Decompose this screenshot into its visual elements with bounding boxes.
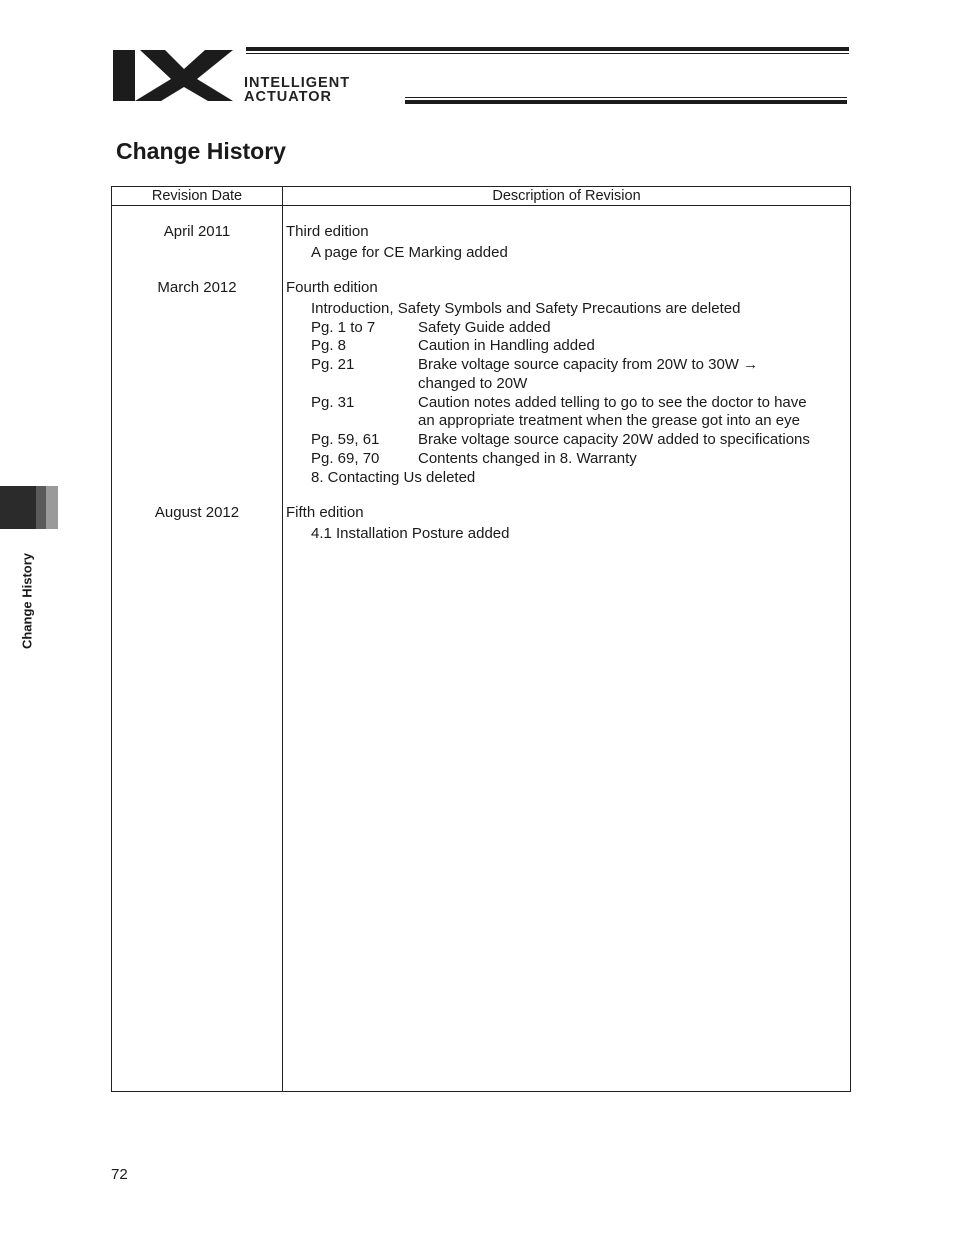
logo-letter-i [113,50,135,101]
revision-note: 4.1 Installation Posture added [311,525,510,542]
change-history-table [111,186,851,1092]
column-header-revision-date: Revision Date [151,188,243,204]
revision-page: Pg. 69, 70 [311,450,380,467]
revision-change: an appropriate treatment when the grease got into an eye [418,412,800,429]
column-divider [282,187,283,1091]
edition-title: Fifth edition [286,504,364,521]
revision-note: Introduction, Safety Symbols and Safety Precautions are deleted [311,300,741,317]
page-title: Change History [116,138,286,164]
logo-text-intelligent: INTELLIGENT [244,75,351,91]
header-rule-top [246,47,849,51]
revision-note: A page for CE Marking added [311,244,508,261]
logo-text-actuator: ACTUATOR [244,89,333,105]
revision-change: Safety Guide added [418,319,551,336]
header-divider [112,205,850,206]
chapter-tab [0,486,58,529]
revision-note: 8. Contacting Us deleted [311,469,476,486]
revision-change: Caution in Handling added [418,337,595,354]
revision-change: Contents changed in 8. Warranty [418,450,637,467]
revision-change: Brake voltage source capacity from 20W to 30W → [418,356,759,373]
logo-letter-x [135,50,233,101]
side-tab-label: Change History [19,552,35,650]
revision-page: Pg. 1 to 7 [311,319,376,336]
revision-page: Pg. 21 [311,356,355,373]
revision-date: August 2012 [154,504,240,521]
edition-title: Third edition [286,223,369,240]
revision-change: Brake voltage source capacity 20W added to specifications [418,431,810,448]
revision-page: Pg. 8 [311,337,347,354]
revision-page: Pg. 31 [311,394,355,411]
edition-title: Fourth edition [286,279,378,296]
revision-date: April 2011 [163,223,231,240]
page-number: 72 [111,1166,128,1183]
revision-change: changed to 20W [418,375,528,392]
ix-logo [113,47,853,107]
revision-date: March 2012 [157,279,237,296]
column-header-description: Description of Revision [492,188,641,204]
header-rule-bottom [405,97,847,98]
revision-change: Caution notes added telling to go to see the doctor to have [418,394,807,411]
revision-page: Pg. 59, 61 [311,431,380,448]
